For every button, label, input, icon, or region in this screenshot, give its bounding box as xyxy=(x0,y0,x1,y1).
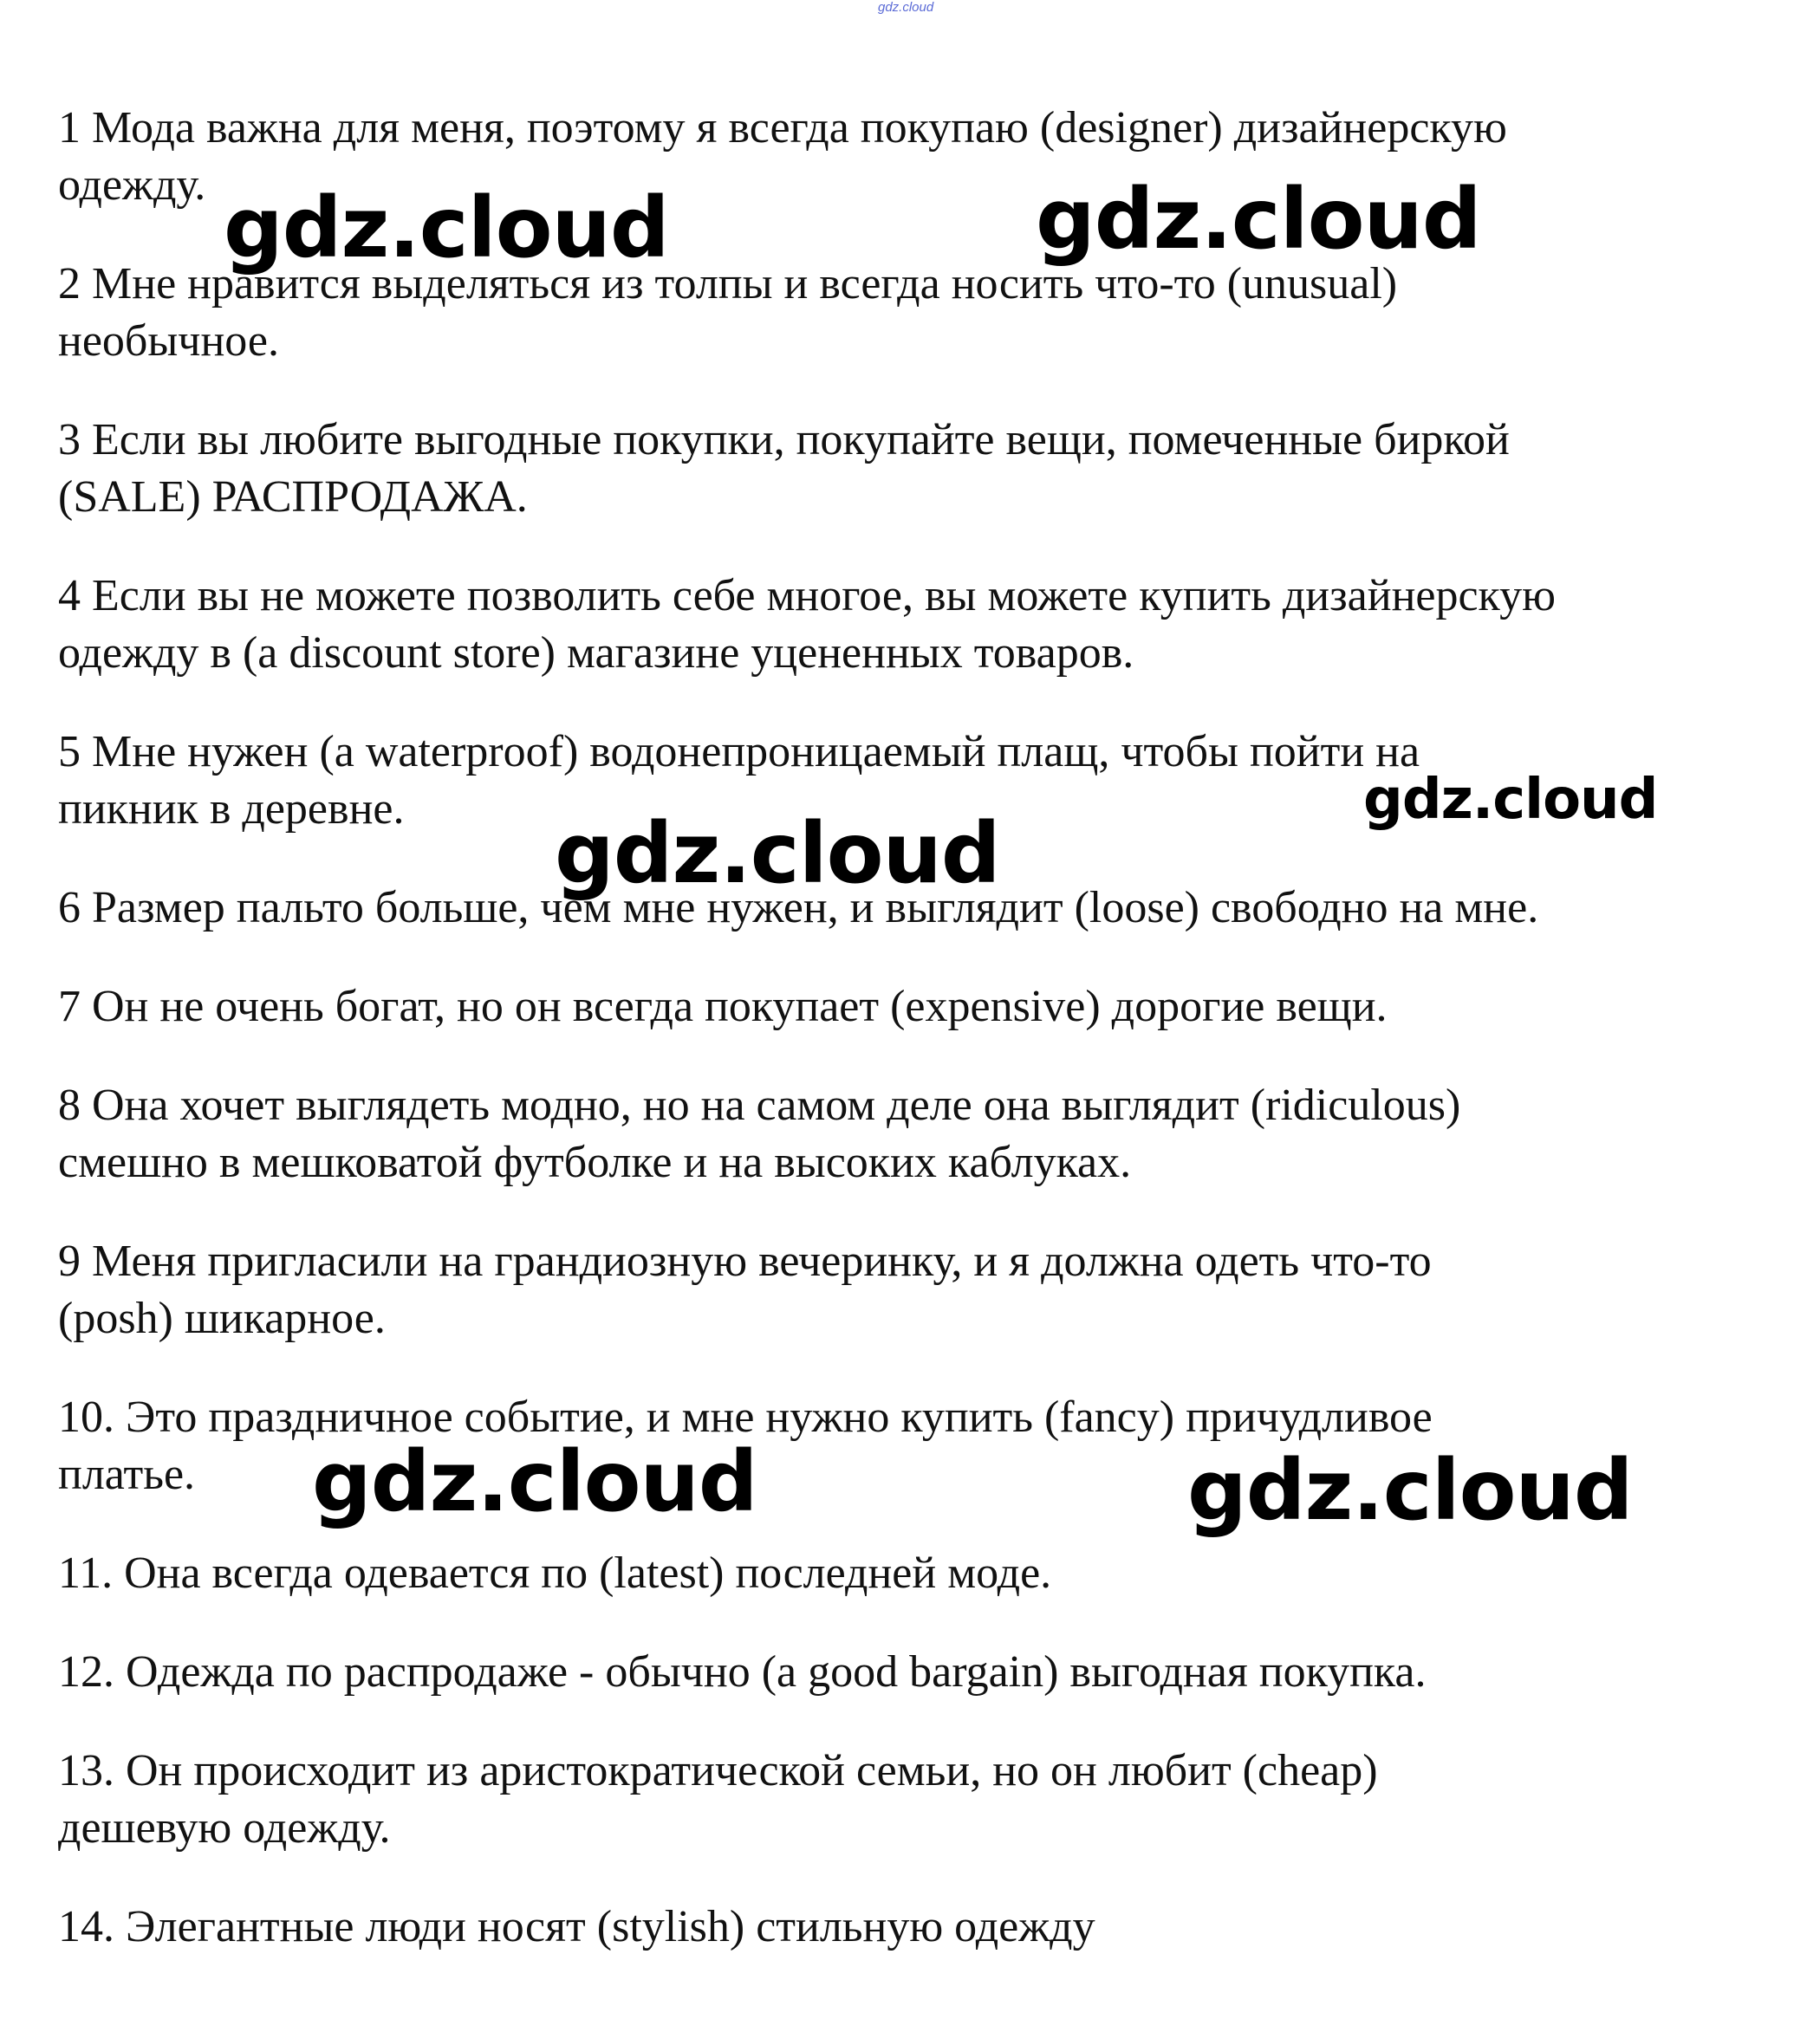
sentence-11: 11. Она всегда одевается по (latest) последней моде. xyxy=(58,1548,1052,1598)
sentence-1: 1 Мода важна для меня, поэтому я всегда покупаю (designer) дизайнерскую одежду. xyxy=(58,103,1507,210)
sentence-list xyxy=(58,100,1757,1997)
watermark-3: gdz.cloud xyxy=(1363,768,1658,832)
watermark-6: gdz.cloud xyxy=(1187,1442,1633,1539)
sentence-13: 13. Он происходит из аристократической семьи, но он любит (cheap) дешевую одежду. xyxy=(58,1746,1378,1853)
watermark-1: gdz.cloud xyxy=(224,179,669,276)
sentence-7: 7 Он не очень богат, но он всегда покупает (expensive) дорогие вещи. xyxy=(58,982,1388,1031)
header-watermark: gdz.cloud xyxy=(878,0,934,15)
watermark-4: gdz.cloud xyxy=(555,805,1000,902)
sentence-9: 9 Меня пригласили на грандиозную вечеринку, и я должна одеть что-то (posh) шикарное. xyxy=(58,1237,1432,1343)
sentence-10: 10. Это праздничное событие, и мне нужно купить (fancy) причудливое платье. xyxy=(58,1393,1433,1499)
watermark-5: gdz.cloud xyxy=(312,1433,757,1530)
sentence-8: 8 Она хочет выглядеть модно, но на самом деле она выглядит (ridiculous) смешно в мешковатой футболке и на высоких каблуках. xyxy=(58,1081,1461,1187)
sentence-2: 2 Мне нравится выделяться из толпы и всегда носить что-то (unusual) необычное. xyxy=(58,259,1398,366)
sentence-12: 12. Одежда по распродаже - обычно (a good bargain) выгодная покупка. xyxy=(58,1647,1427,1697)
sentence-3: 3 Если вы любите выгодные покупки, покупайте вещи, помеченные биркой (SALE) РАСПРОДАЖА. xyxy=(58,415,1510,522)
sentence-14: 14. Элегантные люди носят (stylish) стильную одежду xyxy=(58,1902,1095,1951)
sentence-6: 6 Размер пальто больше, чем мне нужен, и выглядит (loose) свободно на мне. xyxy=(58,883,1539,932)
watermark-2: gdz.cloud xyxy=(1036,171,1481,268)
sentence-4: 4 Если вы не можете позволить себе многое, вы можете купить дизайнерскую одежду в (a discount store) магазине уцененных товаров. xyxy=(58,571,1556,678)
sentence-5: 5 Мне нужен (a waterproof) водонепроницаемый плащ, чтобы пойти на пикник в деревне. xyxy=(58,727,1420,834)
